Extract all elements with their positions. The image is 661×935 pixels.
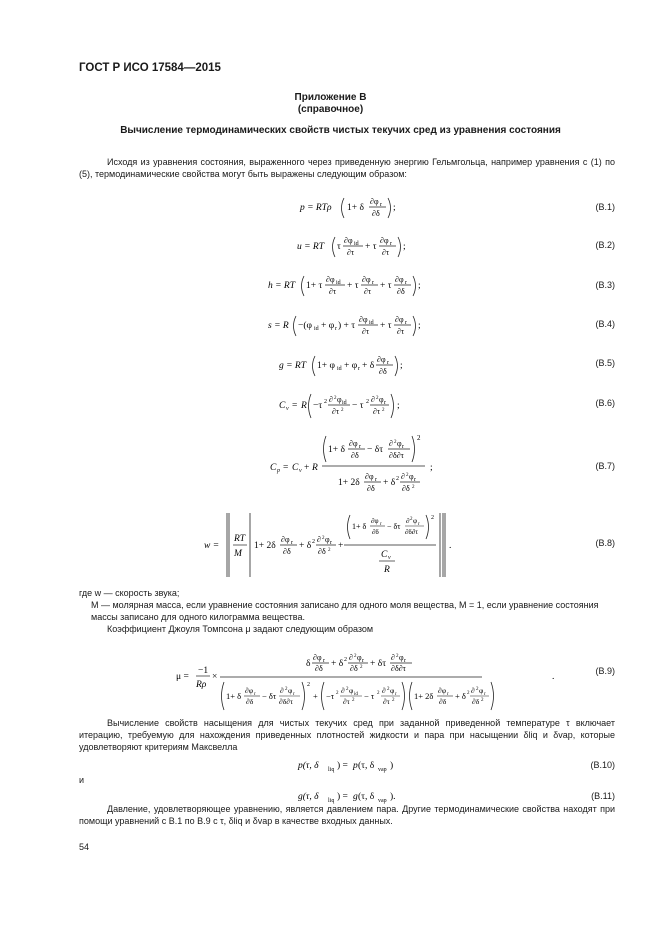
- svg-text:∂φ: ∂φ: [395, 315, 404, 324]
- page-number: 54: [79, 842, 90, 852]
- svg-text:g: g: [353, 792, 358, 802]
- where-m-definition: M — молярная масса, если уравнение состояния записано для одного моля вещества, M = 1, если уравнение состояния массы записано для одного килограмма вещества.: [91, 600, 599, 622]
- svg-text:;: ;: [397, 401, 400, 411]
- svg-text:r: r: [390, 241, 392, 247]
- svg-text:∂δ: ∂δ: [315, 664, 323, 673]
- svg-text:1+ τ: 1+ τ: [306, 281, 323, 291]
- svg-text:+ δτ: + δτ: [370, 659, 387, 669]
- svg-text:r: r: [405, 280, 407, 286]
- svg-text:∂τ: ∂τ: [329, 287, 337, 296]
- eq-b4-lhs: s = R: [268, 321, 289, 331]
- svg-text:2: 2: [412, 485, 415, 490]
- svg-text:2: 2: [392, 698, 395, 703]
- svg-text:r: r: [335, 326, 337, 332]
- svg-text:;: ;: [400, 361, 403, 371]
- svg-text:− δτ: − δτ: [262, 691, 277, 701]
- svg-text:) + τ: ) + τ: [338, 321, 356, 331]
- svg-text:2: 2: [341, 408, 344, 413]
- svg-text:∂τ: ∂τ: [373, 407, 381, 416]
- svg-text:∂τ: ∂τ: [382, 248, 390, 257]
- svg-text:∂φ: ∂φ: [362, 275, 371, 284]
- eq-number-b5: (В.5): [595, 358, 615, 368]
- eq-b6-lhs: C: [279, 401, 286, 411]
- svg-text:r: r: [372, 280, 374, 286]
- equation-b9: [176, 646, 555, 721]
- svg-text:∂φ: ∂φ: [349, 439, 358, 448]
- svg-text:r: r: [375, 477, 377, 483]
- svg-text:r: r: [405, 320, 407, 326]
- svg-text:2: 2: [366, 399, 369, 405]
- eq-number-b8: (В.8): [595, 538, 615, 548]
- svg-text:2: 2: [328, 548, 331, 553]
- svg-text:∂τ: ∂τ: [347, 248, 355, 257]
- svg-text:∂φ: ∂φ: [245, 686, 254, 695]
- annex-type: (справочное): [297, 104, 364, 115]
- svg-text:∂τ: ∂τ: [343, 697, 350, 706]
- equation-b10-svg: [298, 756, 418, 774]
- svg-text:2: 2: [476, 687, 479, 692]
- svg-text:2: 2: [382, 408, 385, 413]
- svg-text:×: ×: [212, 672, 218, 682]
- svg-text:M: M: [234, 549, 242, 559]
- svg-text:δ: δ: [306, 659, 311, 669]
- svg-text:φ: φ: [357, 653, 362, 662]
- svg-text:r: r: [404, 658, 406, 664]
- svg-text:C: C: [292, 463, 299, 473]
- svg-text:∂: ∂: [401, 472, 405, 481]
- svg-text:∂τ: ∂τ: [362, 327, 370, 336]
- eq-number-b1: (В.1): [595, 202, 615, 212]
- equation-b4-svg: [268, 313, 428, 339]
- svg-text:1+ φ: 1+ φ: [317, 361, 335, 371]
- svg-text:2: 2: [322, 536, 325, 541]
- eq-number-b7: (В.7): [595, 461, 615, 471]
- equation-b7: [270, 432, 440, 501]
- svg-text:φ: φ: [325, 535, 330, 544]
- svg-text:r: r: [418, 522, 420, 527]
- svg-text:∂δ∂τ: ∂δ∂τ: [389, 451, 404, 460]
- eq-b8-lhs: w =: [204, 541, 220, 551]
- svg-text:∂δ: ∂δ: [367, 484, 375, 493]
- svg-text:): ): [390, 761, 394, 771]
- svg-text:1+ 2δ: 1+ 2δ: [254, 541, 276, 551]
- svg-text:p: p: [353, 761, 358, 771]
- svg-text:+: +: [304, 463, 310, 473]
- svg-text:r: r: [330, 540, 332, 546]
- equation-b4: [268, 313, 428, 342]
- svg-text:;: ;: [430, 463, 433, 473]
- svg-text:.: .: [449, 541, 452, 551]
- svg-text:2: 2: [376, 396, 379, 401]
- svg-text:r: r: [484, 692, 486, 697]
- svg-text:1+ δ: 1+ δ: [352, 522, 367, 531]
- equation-b8-svg: [204, 511, 464, 579]
- svg-text:2: 2: [396, 654, 399, 659]
- equation-b7-svg: [270, 432, 440, 498]
- svg-text:1+ δ: 1+ δ: [328, 445, 345, 455]
- svg-text:RT: RT: [234, 534, 246, 544]
- svg-text:2: 2: [285, 687, 288, 692]
- svg-text:2: 2: [324, 399, 327, 405]
- equation-b5: [279, 353, 419, 382]
- svg-text:2: 2: [417, 434, 421, 442]
- svg-text:vap: vap: [378, 798, 387, 804]
- svg-text:+ τ: + τ: [380, 281, 392, 291]
- annex-title: Приложение В: [294, 92, 367, 103]
- svg-text:C: C: [381, 550, 388, 560]
- svg-text:2: 2: [481, 698, 484, 703]
- eq-number-b9: (В.9): [595, 666, 615, 676]
- svg-text:;: ;: [393, 203, 396, 213]
- svg-text:) =: ) =: [337, 792, 348, 802]
- svg-text:+: +: [338, 541, 344, 551]
- svg-text:r: r: [291, 540, 293, 546]
- equation-b1: [300, 195, 420, 224]
- svg-text:∂: ∂: [382, 686, 386, 695]
- svg-text:+ τ: + τ: [347, 281, 359, 291]
- svg-text:R: R: [301, 401, 307, 411]
- eq-number-b6: (В.6): [595, 398, 615, 408]
- svg-text:.: .: [552, 672, 555, 682]
- svg-text:2: 2: [346, 687, 349, 692]
- svg-text:∂: ∂: [341, 686, 345, 695]
- svg-text:∂δ: ∂δ: [283, 547, 291, 556]
- svg-text:2: 2: [307, 682, 310, 688]
- svg-text:− τ: − τ: [364, 691, 375, 701]
- svg-text:vap: vap: [378, 767, 387, 773]
- svg-text:2: 2: [394, 440, 397, 445]
- svg-text:φ: φ: [390, 686, 395, 695]
- svg-text:2: 2: [467, 691, 470, 696]
- equation-b9-svg: [176, 646, 555, 718]
- svg-text:∂: ∂: [471, 686, 475, 695]
- svg-text:∂: ∂: [280, 686, 284, 695]
- svg-text:;: ;: [418, 281, 421, 291]
- svg-text:(τ, δ: (τ, δ: [358, 761, 375, 771]
- svg-text:−1: −1: [198, 666, 209, 676]
- svg-text:1+ 2δ: 1+ 2δ: [414, 691, 434, 701]
- svg-text:∂τ: ∂τ: [364, 287, 372, 296]
- svg-text:r: r: [362, 658, 364, 664]
- svg-text:2: 2: [344, 657, 347, 663]
- equation-b5-svg: [279, 353, 419, 379]
- eq-b11-text: g(τ, δ: [298, 792, 319, 802]
- svg-text:+ φ: + φ: [344, 361, 358, 371]
- svg-text:+ δ: + δ: [331, 659, 344, 669]
- svg-text:r: r: [323, 658, 325, 664]
- svg-text:2: 2: [354, 654, 357, 659]
- svg-text:+ δ: + δ: [362, 361, 375, 371]
- svg-text:p: p: [277, 468, 280, 474]
- where-w-definition: где w — скорость звука;: [79, 588, 180, 598]
- svg-text:2: 2: [377, 691, 380, 696]
- eq-b7-lhs: C: [270, 463, 277, 473]
- equation-b1-svg: [300, 195, 420, 221]
- svg-text:2: 2: [431, 515, 434, 521]
- svg-text:∂: ∂: [371, 395, 375, 404]
- svg-text:=: =: [283, 463, 289, 473]
- svg-text:2: 2: [360, 665, 363, 670]
- svg-text:+ τ: + τ: [365, 242, 377, 252]
- svg-text:;: ;: [418, 321, 421, 331]
- equation-b3: [268, 273, 428, 302]
- equation-b6-svg: [279, 391, 419, 421]
- svg-text:∂δ: ∂δ: [372, 528, 379, 536]
- svg-text:∂: ∂: [317, 535, 321, 544]
- eq-number-b3: (В.3): [595, 280, 615, 290]
- eq-b5-lhs: g = RT: [279, 361, 306, 371]
- eq-number-b2: (В.2): [595, 240, 615, 250]
- equation-b3-svg: [268, 273, 428, 299]
- svg-text:2: 2: [387, 687, 390, 692]
- svg-text:−(φ: −(φ: [298, 321, 313, 331]
- svg-text:r: r: [293, 692, 295, 697]
- svg-text:(τ, δ: (τ, δ: [358, 792, 375, 802]
- equation-b2: [297, 234, 417, 263]
- svg-text:∂δ: ∂δ: [350, 664, 358, 673]
- equation-b8: [204, 511, 464, 582]
- svg-text:v: v: [299, 468, 302, 474]
- svg-text:∂φ: ∂φ: [359, 315, 368, 324]
- svg-text:∂φ: ∂φ: [438, 686, 447, 695]
- svg-text:− τ: − τ: [352, 401, 364, 411]
- svg-text:∂τ: ∂τ: [332, 407, 340, 416]
- svg-text:v: v: [388, 555, 391, 561]
- svg-text:∂φ: ∂φ: [370, 197, 379, 206]
- svg-text:∂δ: ∂δ: [246, 697, 254, 706]
- svg-text:r: r: [414, 477, 416, 483]
- svg-text:id: id: [336, 280, 341, 286]
- svg-text:∂δ: ∂δ: [351, 451, 359, 460]
- svg-text:id: id: [337, 366, 342, 372]
- svg-text:id: id: [354, 692, 358, 697]
- svg-text:φ: φ: [479, 686, 484, 695]
- svg-text:∂: ∂: [389, 439, 393, 448]
- svg-text:r: r: [359, 444, 361, 450]
- svg-text:r: r: [402, 444, 404, 450]
- svg-text:∂φ: ∂φ: [395, 275, 404, 284]
- svg-text:2: 2: [352, 698, 355, 703]
- intro-paragraph: Исходя из уравнения состояния, выраженного через приведенную энергию Гельмгольца, например уравнения с (1) по (5), термодинамические свойства могут быть выражены следующим образом:: [79, 157, 615, 179]
- svg-text:∂φ: ∂φ: [281, 535, 290, 544]
- svg-text:∂δ: ∂δ: [372, 209, 380, 218]
- svg-text:liq: liq: [328, 798, 335, 804]
- svg-text:∂: ∂: [406, 517, 410, 525]
- svg-text:∂τ: ∂τ: [383, 697, 390, 706]
- svg-text:2: 2: [334, 396, 337, 401]
- svg-text:).: ).: [390, 792, 396, 802]
- svg-text:∂τ: ∂τ: [397, 327, 405, 336]
- svg-text:∂φ: ∂φ: [371, 517, 379, 525]
- svg-text:∂: ∂: [329, 395, 333, 404]
- svg-text:∂δ: ∂δ: [397, 287, 405, 296]
- svg-text:∂δ∂τ: ∂δ∂τ: [405, 528, 419, 536]
- svg-text:−τ: −τ: [313, 401, 323, 411]
- svg-text:id: id: [314, 326, 319, 332]
- svg-text:φ: φ: [413, 517, 418, 525]
- svg-text:2: 2: [396, 476, 399, 482]
- svg-text:φ: φ: [288, 686, 293, 695]
- svg-text:φ: φ: [349, 686, 354, 695]
- svg-text:τ: τ: [337, 242, 341, 252]
- svg-text:;: ;: [403, 242, 406, 252]
- svg-text:r: r: [380, 522, 382, 527]
- and-word: и: [79, 775, 85, 785]
- svg-text:−τ: −τ: [326, 691, 335, 701]
- equation-b6: [279, 391, 419, 424]
- svg-text:φ: φ: [409, 472, 414, 481]
- svg-text:∂δ∂τ: ∂δ∂τ: [391, 664, 406, 673]
- svg-text:v: v: [286, 406, 289, 412]
- svg-text:+ τ: + τ: [380, 321, 392, 331]
- svg-text:φ: φ: [397, 439, 402, 448]
- svg-text:φ: φ: [399, 653, 404, 662]
- svg-text:∂δ: ∂δ: [472, 697, 480, 706]
- svg-text:liq: liq: [328, 767, 335, 773]
- svg-text:− δτ: − δτ: [367, 445, 384, 455]
- closing-paragraph: Давление, удовлетворяющее уравнению, является давлением пара. Другие термодинамические свойства находят при помощи уравнений с В.1 по В.9 с τ, δliq и δvap в качестве входных данных.: [79, 804, 615, 826]
- svg-text:∂: ∂: [391, 653, 395, 662]
- svg-text:+ δ: + δ: [455, 691, 466, 701]
- svg-text:∂φ: ∂φ: [377, 355, 386, 364]
- eq-b10-text: p(τ, δ: [298, 761, 319, 771]
- svg-text:r: r: [384, 400, 386, 406]
- svg-text:1+ δ: 1+ δ: [226, 691, 242, 701]
- svg-text:∂: ∂: [349, 653, 353, 662]
- svg-text:− δτ: − δτ: [387, 522, 401, 531]
- svg-text:φ: φ: [337, 395, 342, 404]
- svg-text:r: r: [447, 692, 449, 697]
- svg-text:∂φ: ∂φ: [380, 236, 389, 245]
- svg-text:∂φ: ∂φ: [326, 275, 335, 284]
- eq-number-b10: (В.10): [590, 760, 615, 770]
- svg-text:∂φ: ∂φ: [365, 472, 374, 481]
- svg-text:∂δ: ∂δ: [379, 367, 387, 376]
- svg-text:∂δ: ∂δ: [439, 697, 447, 706]
- svg-text:Rρ: Rρ: [196, 680, 207, 690]
- eq-b1-lhs: p = RTρ: [300, 203, 332, 213]
- svg-text:2: 2: [336, 691, 339, 696]
- joule-thomson-intro: Коэффициент Джоуля Томпсона μ задают следующим образом: [107, 624, 374, 634]
- svg-text:r: r: [380, 202, 382, 208]
- svg-text:+ φ: + φ: [321, 321, 335, 331]
- svg-text:2: 2: [406, 473, 409, 478]
- svg-text:+ δ: + δ: [383, 478, 396, 488]
- svg-text:id: id: [369, 320, 374, 326]
- saturation-paragraph: Вычисление свойств насыщения для чистых текучих сред при заданной приведенной температуре τ включает итерацию, требуемую для нахождения приведенных плотностей жидкости и пара при насыщении δliq и δvap, которые удовлетворяют критериям Максвелла: [79, 718, 615, 752]
- section-heading: Вычисление термодинамических свойств чистых текучих сред из уравнения состояния: [120, 125, 561, 136]
- svg-text:2: 2: [410, 517, 413, 522]
- standard-designation: ГОСТ Р ИСО 17584—2015: [79, 62, 221, 74]
- svg-text:1+ δ: 1+ δ: [347, 203, 364, 213]
- eq-b9-lhs: μ =: [176, 672, 189, 682]
- svg-text:∂δ: ∂δ: [318, 547, 326, 556]
- svg-text:R: R: [312, 463, 318, 473]
- svg-text:) =: ) =: [337, 761, 348, 771]
- svg-text:1+ 2δ: 1+ 2δ: [338, 478, 360, 488]
- eq-b3-lhs: h = RT: [268, 281, 295, 291]
- eq-number-b11: (В.11): [591, 791, 615, 801]
- svg-text:id: id: [342, 400, 347, 406]
- svg-text:r: r: [254, 692, 256, 697]
- svg-text:r: r: [395, 692, 397, 697]
- svg-text:r: r: [387, 360, 389, 366]
- svg-text:φ: φ: [379, 395, 384, 404]
- equation-b2-svg: [297, 234, 417, 260]
- svg-text:∂δ: ∂δ: [402, 484, 410, 493]
- svg-text:r: r: [358, 366, 360, 372]
- eq-number-b4: (В.4): [595, 319, 615, 329]
- svg-text:id: id: [354, 241, 359, 247]
- svg-text:+: +: [313, 691, 318, 701]
- svg-text:∂φ: ∂φ: [344, 236, 353, 245]
- svg-text:∂δ∂τ: ∂δ∂τ: [279, 697, 293, 706]
- svg-text:+ δ: + δ: [299, 541, 312, 551]
- svg-text:=: =: [292, 401, 298, 411]
- svg-text:2: 2: [312, 539, 315, 545]
- svg-text:R: R: [384, 565, 390, 575]
- svg-text:∂φ: ∂φ: [313, 653, 322, 662]
- eq-b2-lhs: u = RT: [297, 242, 324, 252]
